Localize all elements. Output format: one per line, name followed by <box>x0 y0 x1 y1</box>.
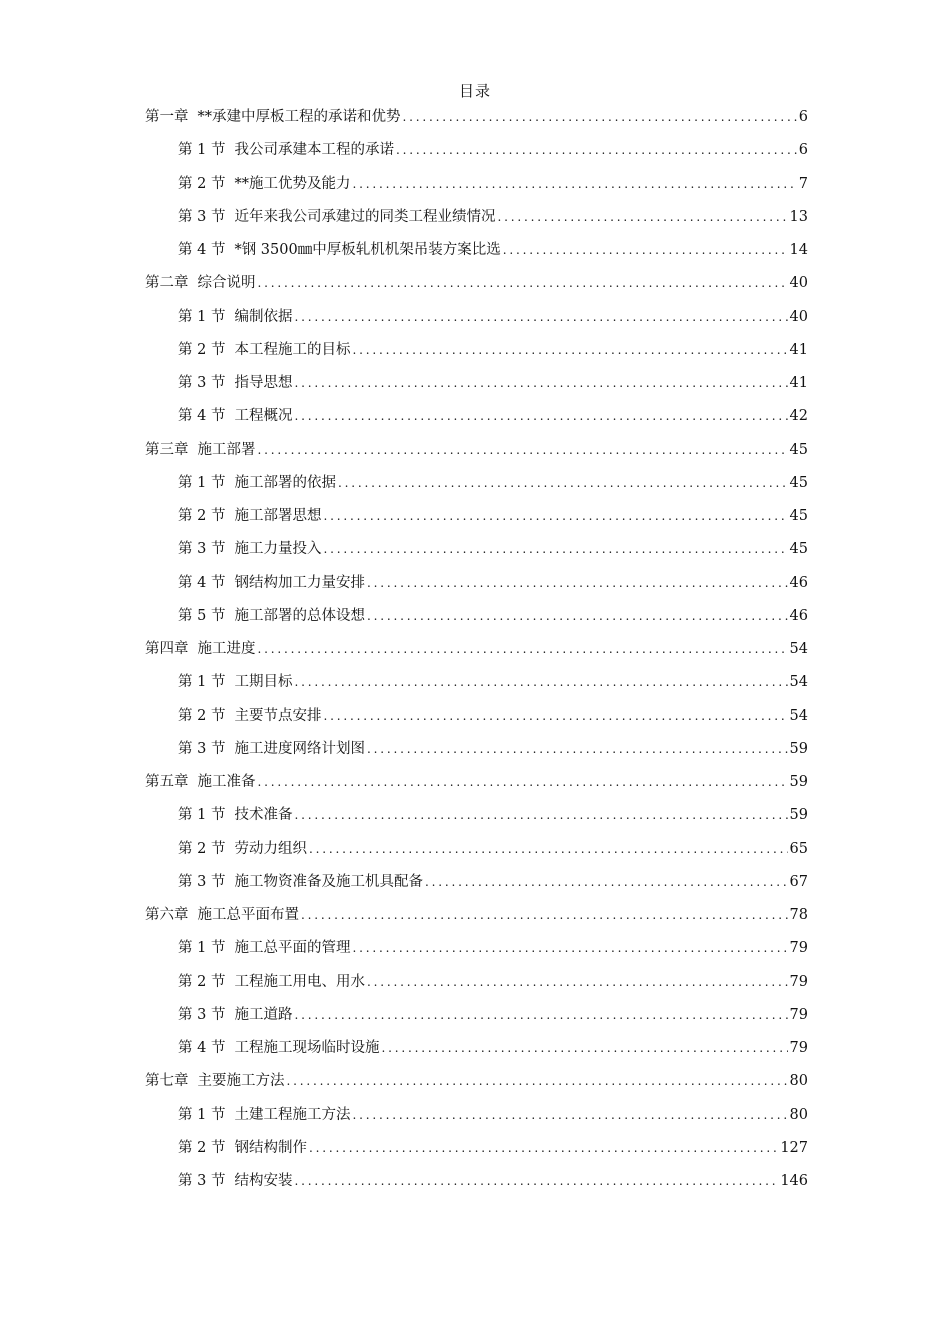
toc-page-number: 46 <box>789 607 808 624</box>
toc-entry-number: 第二章 <box>145 275 189 292</box>
toc-dot-leader <box>497 206 787 228</box>
toc-dot-leader <box>367 572 788 594</box>
toc-dot-leader <box>294 1170 778 1192</box>
toc-page-number: 41 <box>789 341 808 358</box>
toc-entry-text: 施工部署思想 <box>234 508 322 524</box>
toc-entry-number: 第四章 <box>145 641 189 657</box>
toc-dot-leader <box>352 339 787 361</box>
toc-section-entry[interactable] <box>145 372 808 405</box>
toc-dot-leader <box>367 738 788 760</box>
toc-section-entry[interactable] <box>145 306 808 339</box>
toc-entry-text: 施工力量投入 <box>234 541 322 558</box>
toc-entry-text: 施工进度网络计划图 <box>234 740 365 757</box>
toc-section-entry[interactable] <box>145 1137 808 1170</box>
toc-entry-number: 第 2 节 <box>178 341 226 358</box>
toc-page-number: 45 <box>789 508 808 524</box>
toc-dot-leader <box>294 372 787 394</box>
toc-dot-leader <box>294 671 787 693</box>
toc-entry-number: 第 1 节 <box>178 807 226 824</box>
toc-entry-number: 第 5 节 <box>178 607 226 624</box>
toc-dot-leader <box>425 871 788 893</box>
toc-entry-text: 综合说明 <box>197 275 256 292</box>
toc-entry-text: 技术准备 <box>234 807 293 824</box>
toc-entry-number: 第 1 节 <box>178 308 226 325</box>
toc-page-number: 7 <box>798 175 808 192</box>
toc-entry-number: 第 2 节 <box>178 840 226 857</box>
toc-dot-leader <box>258 771 788 793</box>
toc-chapter-entry[interactable] <box>145 106 808 139</box>
toc-page-number: 146 <box>780 1173 808 1189</box>
toc-section-entry[interactable] <box>145 705 808 738</box>
toc-page-number: 54 <box>789 674 808 691</box>
toc-entry-text: 施工部署的总体设想 <box>234 607 365 624</box>
toc-entry-text: 结构安装 <box>234 1173 293 1189</box>
toc-chapter-entry[interactable] <box>145 439 808 472</box>
toc-dot-leader <box>396 139 797 161</box>
toc-entry-number: 第 3 节 <box>178 1173 226 1189</box>
toc-page-number: 45 <box>789 441 808 458</box>
toc-section-entry[interactable] <box>145 1104 808 1137</box>
toc-page-number: 80 <box>789 1073 808 1090</box>
toc-page-number: 59 <box>789 807 808 824</box>
toc-entry-text: 施工道路 <box>234 1006 293 1023</box>
toc-dot-leader <box>294 306 787 328</box>
toc-section-entry[interactable] <box>145 339 808 372</box>
toc-page-number: 42 <box>789 408 808 425</box>
toc-dot-leader <box>309 1137 778 1159</box>
toc-entry-number: 第 1 节 <box>178 142 226 159</box>
toc-entry-number: 第 3 节 <box>178 740 226 757</box>
toc-dot-leader <box>323 505 787 527</box>
toc-page-number: 14 <box>789 242 808 258</box>
toc-section-entry[interactable] <box>145 139 808 172</box>
toc-entry-number: 第 4 节 <box>178 1040 226 1056</box>
toc-entry-text: *钢 3500㎜中厚板轧机机架吊装方案比选 <box>234 242 501 258</box>
toc-page-number: 67 <box>789 873 808 890</box>
toc-page-number: 59 <box>789 774 808 790</box>
toc-entry-text: 工期目标 <box>234 674 293 691</box>
toc-entry-text: 施工物资准备及施工机具配备 <box>234 873 423 890</box>
toc-entry-text: 施工总平面布置 <box>197 907 299 923</box>
toc-section-entry[interactable] <box>145 538 808 571</box>
toc-dot-leader <box>503 239 788 261</box>
toc-entry-text: 施工部署 <box>197 441 256 458</box>
toc-page-number: 54 <box>789 707 808 724</box>
toc-dot-leader <box>287 1070 788 1092</box>
toc-entry-number: 第 4 节 <box>178 408 226 425</box>
toc-entry-number: 第 3 节 <box>178 1006 226 1023</box>
toc-dot-leader <box>294 405 787 427</box>
toc-entry-text: 工程概况 <box>234 408 293 425</box>
toc-dot-leader <box>323 538 787 560</box>
toc-entry-text: 主要施工方法 <box>197 1073 285 1090</box>
toc-chapter-entry[interactable] <box>145 904 808 937</box>
toc-page-number: 79 <box>789 940 808 957</box>
toc-chapter-entry[interactable] <box>145 272 808 305</box>
toc-entry-number: 第七章 <box>145 1073 189 1090</box>
toc-entry-number: 第 1 节 <box>178 474 226 491</box>
toc-dot-leader <box>367 971 788 993</box>
toc-entry-number: 第 3 节 <box>178 541 226 558</box>
toc-dot-leader <box>403 106 797 128</box>
toc-entry-number: 第 4 节 <box>178 242 226 258</box>
toc-section-entry[interactable] <box>145 671 808 704</box>
toc-section-entry[interactable] <box>145 505 808 538</box>
toc-entry-number: 第 1 节 <box>178 940 226 957</box>
toc-dot-leader <box>258 272 788 294</box>
toc-section-entry[interactable] <box>145 206 808 239</box>
toc-section-entry[interactable] <box>145 838 808 871</box>
toc-entry-number: 第 3 节 <box>178 873 226 890</box>
toc-entry-text: 我公司承建本工程的承诺 <box>234 142 394 159</box>
toc-entry-text: 劳动力组织 <box>234 840 307 857</box>
toc-page-number: 65 <box>789 840 808 857</box>
toc-entry-text: 施工部署的依据 <box>234 474 336 491</box>
toc-section-entry[interactable] <box>145 871 808 904</box>
toc-page-number: 41 <box>789 375 808 391</box>
toc-dot-leader <box>352 173 796 195</box>
toc-entry-number: 第六章 <box>145 907 189 923</box>
toc-chapter-entry[interactable] <box>145 771 808 804</box>
toc-entry-text: 工程施工现场临时设施 <box>234 1040 380 1056</box>
toc-dot-leader <box>294 804 787 826</box>
toc-entry-number: 第 1 节 <box>178 1106 226 1123</box>
toc-section-entry[interactable] <box>145 1004 808 1037</box>
toc-dot-leader <box>301 904 788 926</box>
toc-chapter-entry[interactable] <box>145 1070 808 1103</box>
toc-entry-number: 第 1 节 <box>178 674 226 691</box>
toc-section-entry[interactable] <box>145 1037 808 1070</box>
toc-entry-number: 第 2 节 <box>178 175 226 192</box>
toc-entry-text: **承建中厚板工程的承诺和优势 <box>197 109 401 125</box>
toc-page-number: 78 <box>789 907 808 923</box>
toc-entry-number: 第 2 节 <box>178 707 226 724</box>
toc-dot-leader <box>258 439 788 461</box>
toc-dot-leader <box>323 705 787 727</box>
toc-dot-leader <box>294 1004 787 1026</box>
toc-section-entry[interactable] <box>145 971 808 1004</box>
toc-section-entry[interactable] <box>145 173 808 206</box>
toc-page-number: 45 <box>789 541 808 558</box>
toc-entry-text: 钢结构加工力量安排 <box>234 574 365 591</box>
toc-entry-text: 指导思想 <box>234 375 293 391</box>
toc-page-number: 79 <box>789 973 808 990</box>
toc-entry-number: 第 4 节 <box>178 574 226 591</box>
toc-dot-leader <box>381 1037 787 1059</box>
toc-entry-number: 第 3 节 <box>178 208 226 225</box>
toc-entry-number: 第一章 <box>145 109 189 125</box>
toc-page-number: 6 <box>798 109 808 125</box>
toc-entry-text: 近年来我公司承建过的同类工程业绩情况 <box>234 208 496 225</box>
toc-page-number: 79 <box>789 1040 808 1056</box>
toc-dot-leader <box>352 937 787 959</box>
table-of-contents <box>145 106 808 1203</box>
toc-section-entry[interactable] <box>145 738 808 771</box>
toc-dot-leader <box>338 472 788 494</box>
toc-entry-text: 施工准备 <box>197 774 256 790</box>
toc-entry-text: 编制依据 <box>234 308 293 325</box>
toc-section-entry[interactable] <box>145 472 808 505</box>
toc-page-number: 40 <box>789 275 808 292</box>
toc-page-number: 45 <box>789 474 808 491</box>
toc-dot-leader <box>352 1104 787 1126</box>
toc-entry-text: 钢结构制作 <box>234 1139 307 1156</box>
toc-entry-number: 第 3 节 <box>178 375 226 391</box>
toc-page-number: 40 <box>789 308 808 325</box>
toc-section-entry[interactable] <box>145 804 808 837</box>
toc-section-entry[interactable] <box>145 572 808 605</box>
toc-dot-leader <box>367 605 788 627</box>
toc-dot-leader <box>258 638 788 660</box>
toc-dot-leader <box>309 838 788 860</box>
toc-chapter-entry[interactable] <box>145 638 808 671</box>
toc-title: 目录 <box>458 82 491 100</box>
toc-page-number: 80 <box>789 1106 808 1123</box>
toc-page-number: 46 <box>789 574 808 591</box>
toc-entry-text: 施工总平面的管理 <box>234 940 351 957</box>
toc-entry-number: 第 2 节 <box>178 973 226 990</box>
toc-entry-text: 土建工程施工方法 <box>234 1106 351 1123</box>
toc-section-entry[interactable] <box>145 605 808 638</box>
toc-entry-number: 第五章 <box>145 774 189 790</box>
toc-entry-number: 第三章 <box>145 441 189 458</box>
toc-page-number: 59 <box>789 740 808 757</box>
toc-entry-text: 工程施工用电、用水 <box>234 973 365 990</box>
toc-section-entry[interactable] <box>145 937 808 970</box>
toc-entry-text: **施工优势及能力 <box>234 175 351 192</box>
toc-page-number: 6 <box>798 142 808 159</box>
toc-entry-number: 第 2 节 <box>178 508 226 524</box>
toc-section-entry[interactable] <box>145 239 808 272</box>
toc-page-number: 13 <box>789 208 808 225</box>
toc-page-number: 127 <box>780 1139 808 1156</box>
toc-entry-text: 本工程施工的目标 <box>234 341 351 358</box>
toc-section-entry[interactable] <box>145 405 808 438</box>
toc-entry-number: 第 2 节 <box>178 1139 226 1156</box>
toc-page-number: 79 <box>789 1006 808 1023</box>
toc-section-entry[interactable] <box>145 1170 808 1203</box>
toc-page-number: 54 <box>789 641 808 657</box>
toc-entry-text: 主要节点安排 <box>234 707 322 724</box>
toc-entry-text: 施工进度 <box>197 641 256 657</box>
